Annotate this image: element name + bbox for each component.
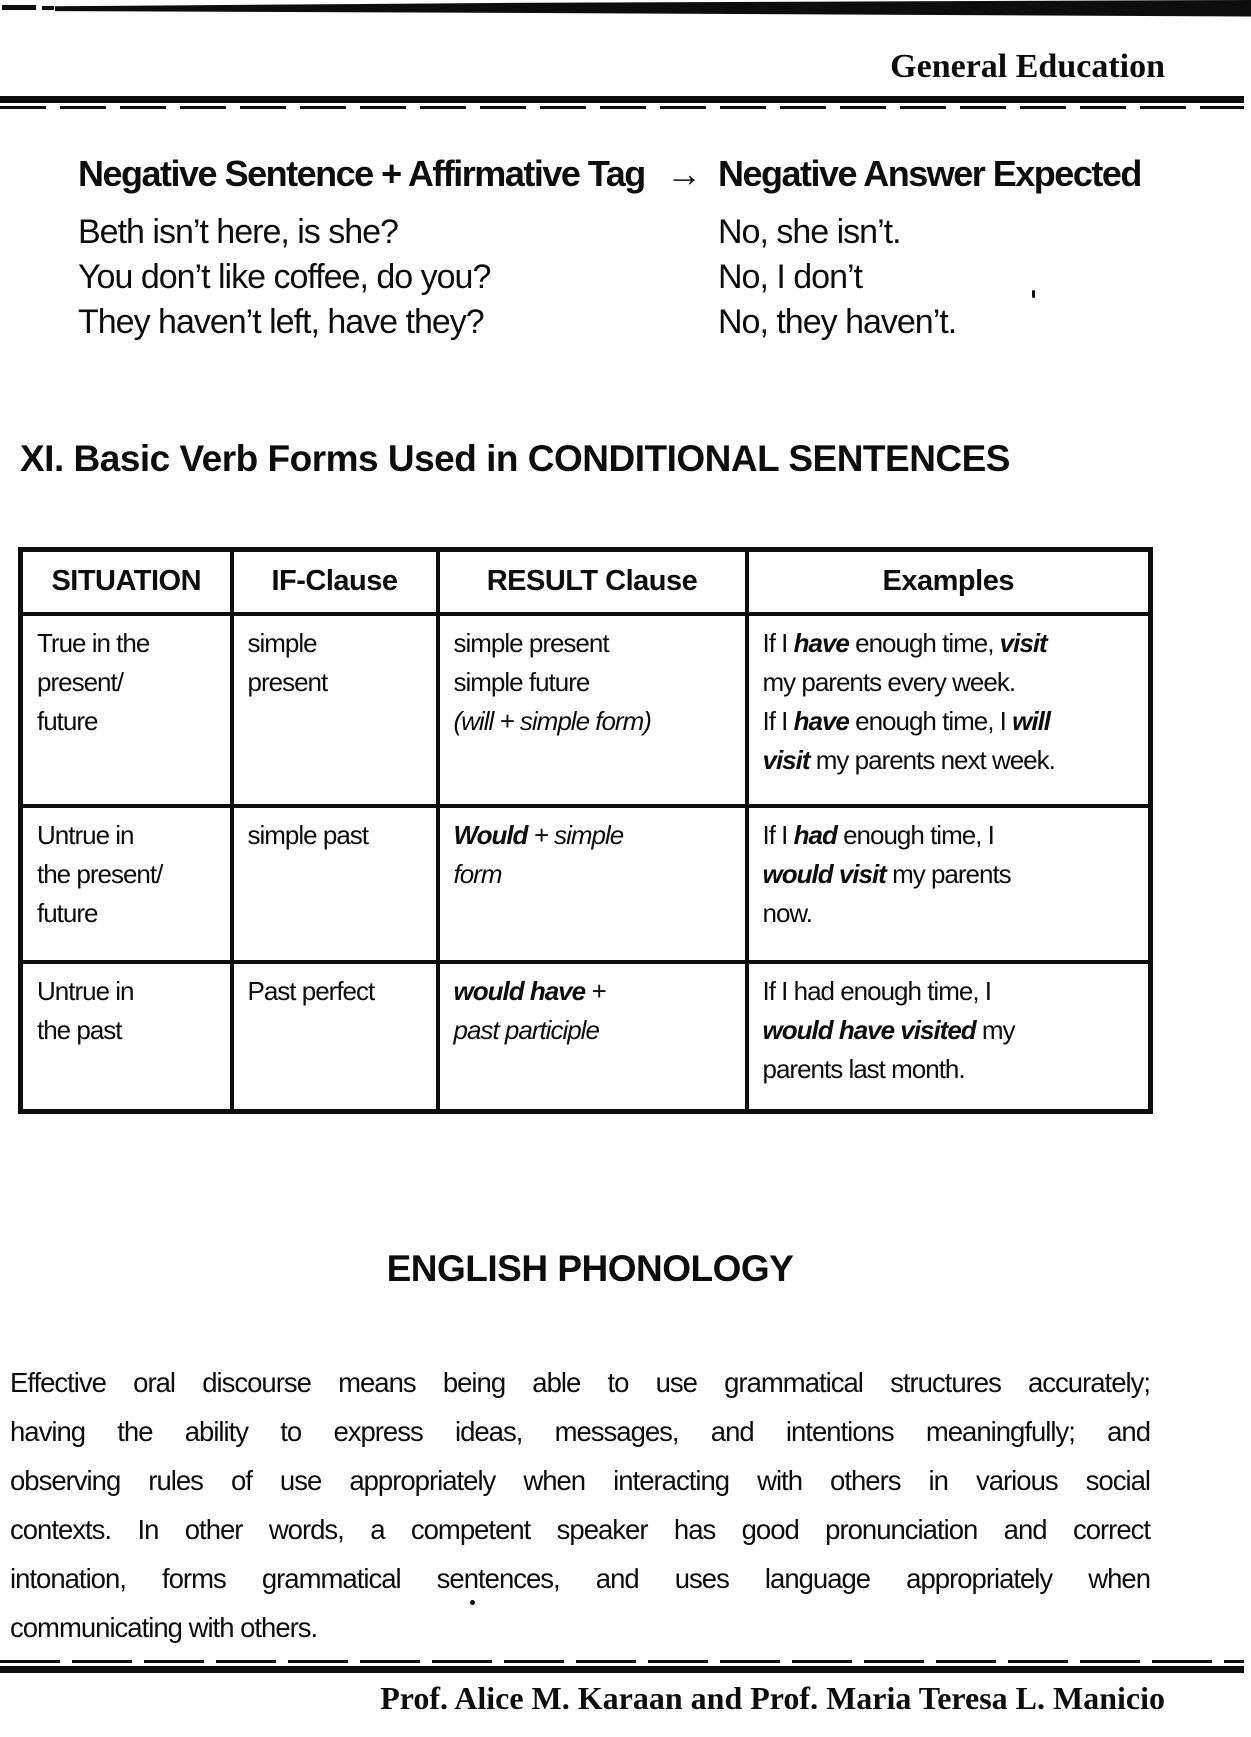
tag-header-left: Negative Sentence + Affirmative Tag [78,153,645,194]
scan-artifact-dot [470,1600,475,1605]
cell-examples: If I had enough time, I would have visited my parents last month. [747,962,1151,1112]
tag-sentence: Beth isn’t here, is she? [78,213,398,251]
header-rule-thick [0,96,1244,103]
cell-situation: True in the present/ future [21,614,232,806]
paragraph-line: intonation, forms grammatical sentences, and uses language appropriately when [10,1563,1150,1594]
header-rule-dashed [0,106,1244,109]
cell-situation: Untrue in the past [21,962,232,1112]
col-header-if-clause: IF-Clause [232,550,438,614]
arrow-right-icon: → [666,153,701,194]
cell-if-clause: simple present [232,614,438,806]
table-row [21,614,1151,806]
paragraph-line: observing rules of use appropriately when interacting with others in various social [10,1465,1150,1496]
conditional-sentences-table [18,547,1153,1114]
cell-if-clause: simple past [232,806,438,962]
table-row [21,806,1151,962]
phonology-heading: ENGLISH PHONOLOGY [386,1248,794,1289]
torn-scan-edge [55,0,1251,18]
tag-answer: No, she isn’t. [718,213,901,251]
cell-result: simple present simple future (will + simple form) [438,614,747,806]
footer-authors: Prof. Alice M. Karaan and Prof. Maria Teresa L. Manicio [380,1680,1165,1716]
tag-sentence: You don’t like coffee, do you? [78,258,491,296]
tag-header-right: Negative Answer Expected [718,153,1141,194]
footer-rule-thick [0,1666,1244,1673]
table-header-row [21,550,1151,614]
scan-dash [42,6,54,10]
scan-dash [2,5,36,10]
tag-question-section [78,152,1178,345]
tag-answer: No, I don’t [718,258,862,296]
tag-answer: No, they haven’t. [718,303,957,341]
footer-rule-dashed [0,1660,1244,1663]
cell-result: would have + past participle [438,962,747,1112]
paragraph-line: communicating with others. [10,1612,318,1643]
cell-situation: Untrue in the present/ future [21,806,232,962]
cell-examples: If I have enough time, visit my parents every week. If I have enough time, I will visit my parents next week. [747,614,1151,806]
cell-if-clause: Past perfect [232,962,438,1112]
page-header-title: General Education [890,48,1165,85]
cell-result: Would + simple form [438,806,747,962]
col-header-result-clause: RESULT Clause [438,550,747,614]
paragraph-line: contexts. In other words, a competent speaker has good pronunciation and correct [10,1514,1150,1545]
section-heading: XI. Basic Verb Forms Used in CONDITIONAL SENTENCES [20,438,1010,479]
col-header-situation: SITUATION [21,550,232,614]
phonology-paragraph [10,1358,1150,1652]
paragraph-line: Effective oral discourse means being able to use grammatical structures accurately; [10,1367,1150,1398]
table-row [21,962,1151,1112]
scan-artifact-mark [1032,290,1035,298]
paragraph-line: having the ability to express ideas, messages, and intentions meaningfully; and [10,1416,1150,1447]
cell-examples: If I had enough time, I would visit my parents now. [747,806,1151,962]
col-header-examples: Examples [747,550,1151,614]
tag-sentence: They haven’t left, have they? [78,303,484,341]
